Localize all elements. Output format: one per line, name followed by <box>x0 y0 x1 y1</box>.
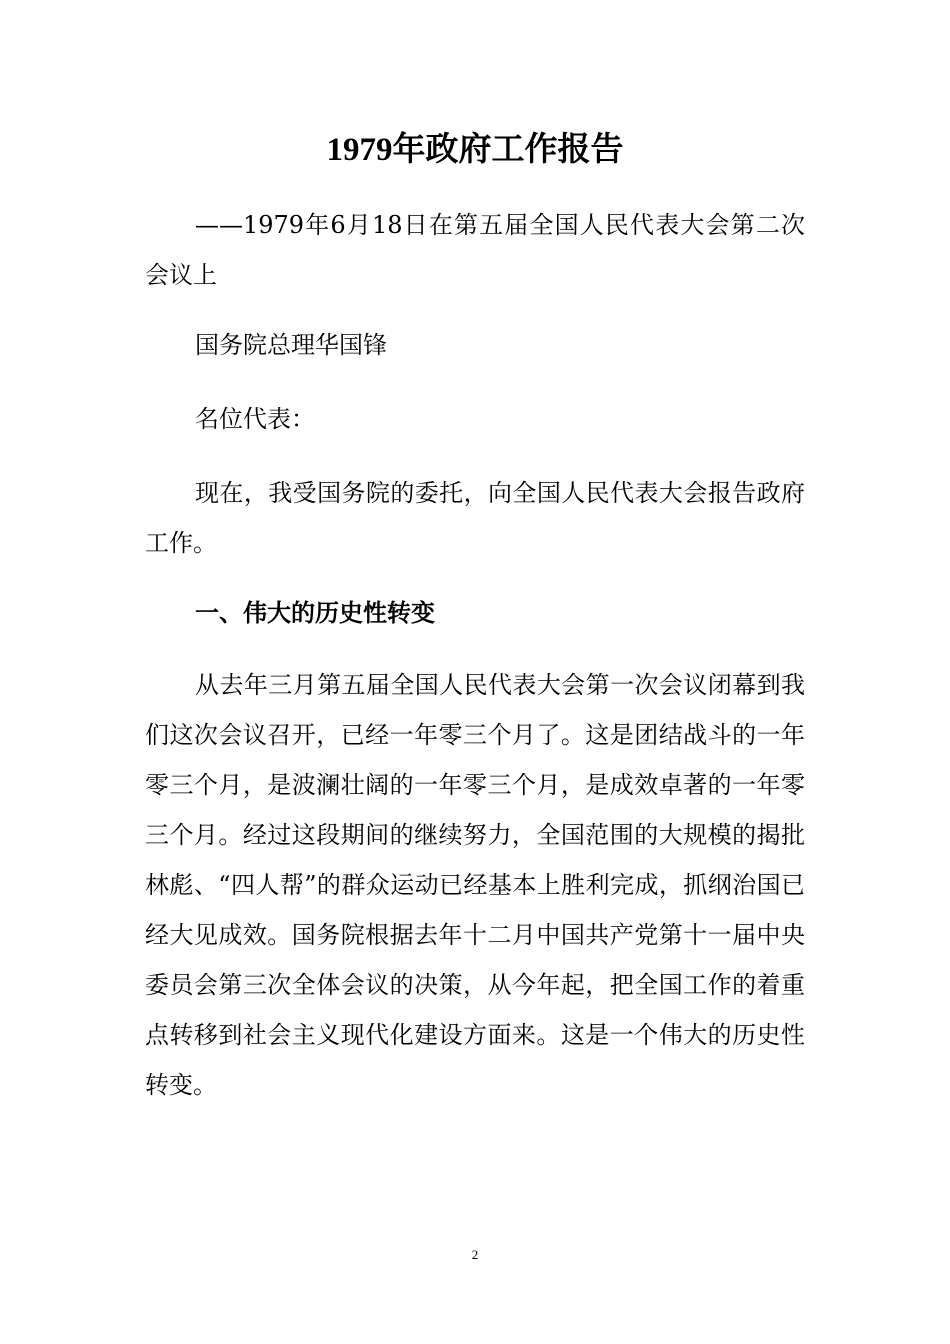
intro-paragraph: 现在，我受国务院的委托，向全国人民代表大会报告政府工作。 <box>145 479 805 557</box>
section-body-paragraph: 从去年三月第五届全国人民代表大会第一次会议闭幕到我们这次会议召开，已经一年零三个月了。这是团结战斗的一年零三个月，是波澜壮阔的一年零三个月，是成效卓著的一年零三个月。经过这段期间的继续努力，全国范围的大规模的揭批林彪、“四人帮”的群众运动已经基本上胜利完成，抓纲治国已经大见成效。国务院根据去年十二月中国共产党第十一届中央委员会第三次全体会议的决策，从今年起，把全国工作的着重点转移到社会主义现代化建设方面来。这是一个伟大的历史性转变。 <box>145 671 805 1099</box>
document-subtitle: ——1979年6月18日在第五届全国人民代表大会第二次会议上 <box>145 211 805 289</box>
section-heading: 一、伟大的历史性转变 <box>195 598 435 627</box>
document-author: 国务院总理华国锋 <box>195 331 387 359</box>
page-number: 2 <box>471 1247 479 1262</box>
greeting: 名位代表： <box>195 405 315 433</box>
document-title: 1979年政府工作报告 <box>326 132 624 168</box>
